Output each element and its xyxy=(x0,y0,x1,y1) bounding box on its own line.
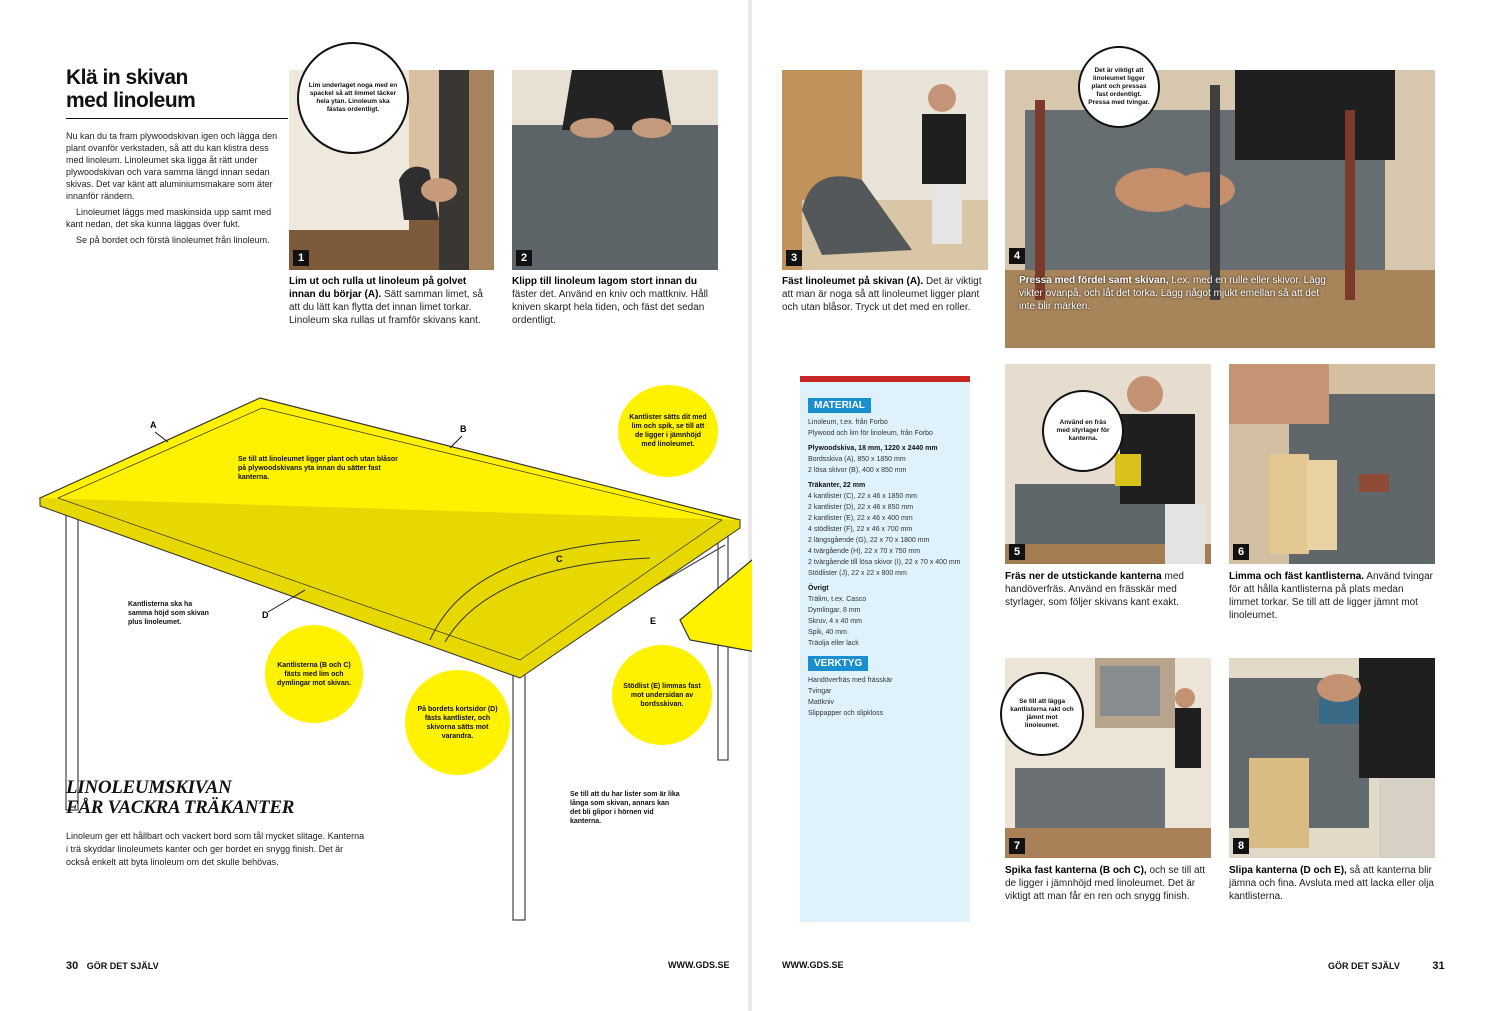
marker-c: C xyxy=(556,554,563,564)
feature-title-line1: LINOLEUMSKIVAN xyxy=(66,777,232,798)
step-1-speech-bubble xyxy=(297,42,409,154)
step-6-photo xyxy=(1229,364,1435,564)
step-5-bubble-text: Använd en fräs med styrlager för kanterna. xyxy=(1056,419,1110,442)
right-page xyxy=(752,0,1500,1011)
materials-item: 2 tvärgående till lösa skivor (I), 22 x 70 x 400 mm xyxy=(808,559,961,566)
marker-b: B xyxy=(460,424,467,434)
footer-left xyxy=(66,960,159,972)
marker-e: E xyxy=(650,616,657,626)
step-4-speech-bubble xyxy=(1078,46,1160,128)
step-1-bubble-text: Lim underlaget noga med en spackel så att limmet täcker hela ytan. Linoleum ska fästas ordentligt. xyxy=(308,82,398,113)
intro-body xyxy=(66,130,281,246)
materials-item: Trälim, t.ex. Casco xyxy=(808,596,867,603)
step-4-caption xyxy=(1019,274,1329,313)
step-2-caption-text: fäster det. Använd en kniv och mattkniv. Håll kniven skarpt hela tiden, och fäst det sedan ordentligt. xyxy=(512,289,709,326)
step-3-caption-bold: Fäst linoleumet på skivan (A). xyxy=(782,276,924,287)
marker-a: A xyxy=(150,420,157,430)
marker-d: D xyxy=(262,610,269,620)
materials-other-title: Övrigt xyxy=(808,585,829,592)
step-2-photo xyxy=(512,70,718,270)
step-4-bubble-text: Det är viktigt att linoleumet ligger plant och pressas fast ordentligt. Pressa med tvingar. xyxy=(1088,67,1150,106)
step-3-photo xyxy=(782,70,988,270)
materials-item: Plywood och lim för linoleum, från Forbo xyxy=(808,430,933,437)
step-1-caption-bold: Lim ut och rulla ut linoleum på golvet innan du börjar (A). xyxy=(289,276,467,300)
step-6-caption xyxy=(1229,570,1435,622)
tools-item: Slippapper och slipkloss xyxy=(808,710,884,717)
diagram-bubble-center xyxy=(405,670,510,775)
tools-header: VERKTYG xyxy=(808,656,868,671)
page-number-left: 30 xyxy=(66,960,79,972)
diagram-bubble-left-mid xyxy=(265,625,363,723)
magazine-name-right: GÖR DET SJÄLV xyxy=(1328,961,1400,971)
materials-item: 4 kantlister (C), 22 x 46 x 1850 mm xyxy=(808,493,917,500)
step-1-caption xyxy=(289,275,494,327)
left-page xyxy=(0,0,748,1011)
page-number-right: 31 xyxy=(1432,960,1445,972)
materials-item: 2 kantlister (E), 22 x 46 x 400 mm xyxy=(808,515,913,522)
diagram-note-bottom: Se till att du har lister som är lika långa som skivan, annars kan det bli glipor i hörnen vid kanterna. xyxy=(570,791,680,825)
step-8-caption-bold: Slipa kanterna (D och E), xyxy=(1229,865,1347,876)
intro-title-line1: Klä in skivan xyxy=(66,66,188,89)
materials-item: Dymlingar, 8 mm xyxy=(808,607,861,614)
feature-title-line2: FÅR VACKRA TRÄKANTER xyxy=(66,797,295,818)
step-7-number: 7 xyxy=(1009,838,1025,854)
step-2-caption-bold: Klipp till linoleum lagom stort innan du xyxy=(512,276,697,287)
feature-body: Linoleum ger ett hållbart och vackert bord som tål mycket slitage. Kanterna i trä skyddar linoleumets kanter och ger bordet en snygg finish. Det är också enkelt att byta linoleum om det skulle behövas. xyxy=(66,831,365,867)
step-3-caption-text: Det är viktigt att man är noga så att linoleumet ligger plant och utan blåsor. Tryck ut det med en roller. xyxy=(782,276,982,313)
diagram-bubble-right-mid-text: Stödlist (E) limmas fast mot undersidan av bordsskivan. xyxy=(623,682,701,708)
step-6-number: 6 xyxy=(1233,544,1249,560)
materials-item: Linoleum, t.ex. från Forbo xyxy=(808,419,888,426)
diagram-bubble-center-text: På bordets kortsidor (D) fästs kantlister, och skivorna sätts mot varandra. xyxy=(417,705,498,740)
magazine-name-left: GÖR DET SJÄLV xyxy=(86,961,159,971)
tools-item: Mattkniv xyxy=(808,699,835,706)
materials-item: Träolja eller lack xyxy=(808,640,859,647)
footer-url-left: WWW.GDS.SE xyxy=(668,960,730,970)
materials-header: MATERIAL xyxy=(808,398,871,413)
feature-title xyxy=(66,778,294,818)
footer-right xyxy=(1328,960,1445,972)
step-5-caption xyxy=(1005,570,1211,609)
diagram-bubble-left-mid-text: Kantlisterna (B och C) fästs med lim och dymlingar mot skivan. xyxy=(277,661,351,687)
materials-item: 2 lösa skivor (B), 400 x 850 mm xyxy=(808,467,907,474)
step-7-speech-bubble xyxy=(1000,672,1084,756)
step-3-caption xyxy=(782,275,988,314)
step-5-speech-bubble xyxy=(1042,390,1124,472)
step-4-caption-text: t.ex. med en rulle eller skivor. Lägg vikter ovanpå, och låt det torka. Lägg något mjukt emellan så att det inte blir märken. xyxy=(1019,275,1326,312)
materials-item: 2 kantlister (D), 22 x 46 x 850 mm xyxy=(808,504,914,511)
table-leg xyxy=(513,660,525,920)
step-4-photo xyxy=(1005,70,1435,348)
intro-paragraph-1: Nu kan du ta fram plywoodskivan igen och lägga den plant ovanför verkstaden, så att du kan klistra dess med linoleum. Linoleumet ska ligga åt rätt under plywoodskivan och vara samma längd innan sedan skivas. Det var känt att aluminiumsmakare som äter innanför rändern. xyxy=(66,131,278,201)
diagram-bubble-right-mid xyxy=(612,645,712,745)
materials-item: 2 längsgående (G), 22 x 70 x 1800 mm xyxy=(808,537,930,544)
step-4-number: 4 xyxy=(1009,248,1025,264)
step-8-caption xyxy=(1229,864,1435,903)
step-7-caption-text: och se till att de ligger i jämnhöjd med linoleumet. Det är viktigt att man får en ren och snygg finish. xyxy=(1005,865,1206,902)
materials-item: Bordsskiva (A), 850 x 1850 mm xyxy=(808,456,906,463)
step-6-caption-text: Använd tvingar för att hålla kantlisterna på plats medan limmet torkar. Se till att de ligger jämnt mot linoleumet. xyxy=(1229,571,1433,621)
materials-item: Skruv, 4 x 40 mm xyxy=(808,618,862,625)
intro-paragraph-2: Linoleumet läggs med maskinsida upp samt med kant nedan, det ska kunna läggas över fukt. xyxy=(66,207,272,229)
step-8-caption-text: så att kanterna blir jämna och fina. Avsluta med att lacka eller olja kantlisterna. xyxy=(1229,865,1434,902)
table-top-edge xyxy=(40,498,740,678)
step-2-illustration xyxy=(512,70,718,270)
diagram-bubble-top-right-text: Kantlister sätts dit med lim och spik, se till att de ligger i jämnhöjd med linoleumet. xyxy=(629,414,707,448)
materials-box xyxy=(800,376,970,922)
materials-item: Spik, 40 mm xyxy=(808,629,847,636)
table-leg xyxy=(66,490,78,810)
step-1-number: 1 xyxy=(293,250,309,266)
step-3-number: 3 xyxy=(786,250,802,266)
materials-item: 4 tvärgående (H), 22 x 70 x 750 mm xyxy=(808,548,921,555)
step-8-photo xyxy=(1229,658,1435,858)
step-6-caption-bold: Limma och fäst kantlisterna. xyxy=(1229,571,1365,582)
materials-item: 4 stödlister (F), 22 x 46 x 700 mm xyxy=(808,526,913,533)
step-2-number: 2 xyxy=(516,250,532,266)
step-5-illustration xyxy=(1005,364,1211,564)
step-5-photo xyxy=(1005,364,1211,564)
materials-plywood-title: Plywoodskiva, 18 mm, 1220 x 2440 mm xyxy=(808,445,938,452)
materials-item: Stödlister (J), 22 x 22 x 800 mm xyxy=(808,570,907,577)
footer-url-right: WWW.GDS.SE xyxy=(782,960,844,970)
diagram-callout-top-left: Se till att linoleumet ligger plant och utan blåsor på plywoodskivans yta innan du sätter fast kanterna. xyxy=(238,456,398,481)
step-5-caption-text: med handöverfräs. Använd en frässkär med styrlager, som följer skivans kant exakt. xyxy=(1005,571,1184,608)
tools-item: Handöverfräs med frässkär xyxy=(808,677,893,684)
step-4-caption-bold: Pressa med fördel samt skivan, xyxy=(1019,275,1169,286)
step-5-number: 5 xyxy=(1009,544,1025,560)
intro-rule xyxy=(66,118,288,119)
tools-item: Tvingar xyxy=(808,688,832,695)
step-3-illustration xyxy=(782,70,988,270)
step-2-caption xyxy=(512,275,718,327)
materials-wood-title: Träkanter, 22 mm xyxy=(808,482,866,489)
step-5-caption-bold: Fräs ner de utstickande kanterna xyxy=(1005,571,1162,582)
step-7-caption xyxy=(1005,864,1211,903)
step-8-number: 8 xyxy=(1233,838,1249,854)
step-8-illustration xyxy=(1229,658,1435,858)
step-7-caption-bold: Spika fast kanterna (B och C), xyxy=(1005,865,1147,876)
intro-title-line2: med linoleum xyxy=(66,89,196,112)
diagram-side-note-left: Kantlisterna ska ha samma höjd som skivan plus linoleumet. xyxy=(128,601,209,626)
diagram-bubble-top-right xyxy=(618,385,718,477)
step-1-caption-text: Sätt samman limet, så att du lätt kan flytta det innan limet torkar. Linoleum ska rullas ut framför skivans kant. xyxy=(289,289,483,326)
intro-title xyxy=(66,66,286,112)
step-7-bubble-text: Se till att lägga kantlisterna rakt och jämnt mot linoleumet. xyxy=(1010,698,1074,729)
step-6-illustration xyxy=(1229,364,1435,564)
intro-paragraph-3: Se på bordet och förstä linoleumet från linoleum. xyxy=(76,235,270,245)
